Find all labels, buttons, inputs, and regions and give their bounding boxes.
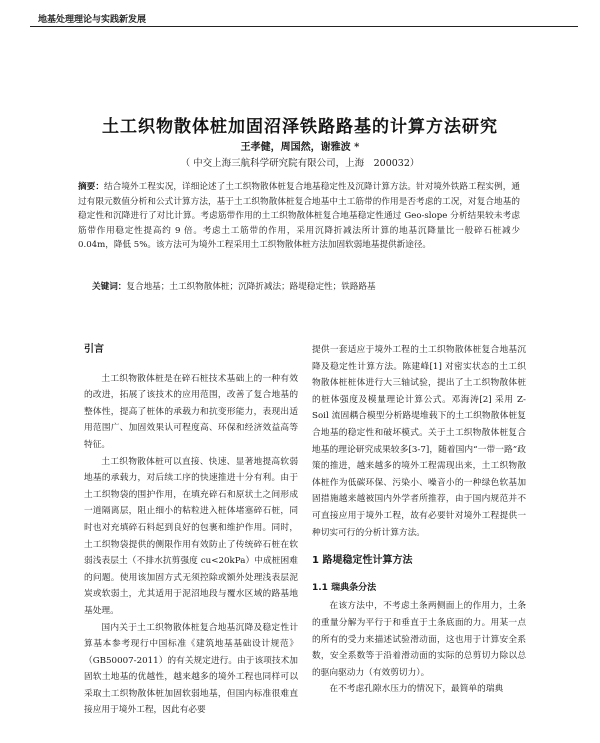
right-paragraph-3: 在不考虑孔隙水压力的情况下，最简单的瑞典	[329, 684, 504, 695]
affiliation: （ 中交上海三航科学研究院有限公司，上海 200032）	[180, 158, 420, 169]
keywords-label: 关键词：	[92, 282, 127, 292]
keywords	[92, 280, 522, 294]
keywords-text: 复合地基；土工织物散体桩；沉降折减法；路堤稳定性；铁路路基	[126, 282, 376, 292]
abstract	[78, 180, 520, 253]
paper-title: 土工织物散体桩加固沼泽铁路路基的计算方法研究	[102, 117, 498, 137]
intro-paragraph-2: 土工织物散体桩可以直接、快速、显著地提高软弱地基的承载力，对后续工序的快速推进十分有利。由于土工织物袋的围护作用，在填充碎石和原状土之间形成一道隔离层，阻止细小的粘粒进入桩体堵塞碎石桩，同时也对充填碎石料起到良好的包裹和维护作用。同时，土工织物袋提供的侧限作用有效防止了传统碎石桩在软弱浅表层土（不排水抗剪强度 cu<20kPa）中成桩困难的问题。使用该加固方式无须控除或额外处理浅表层泥炭或软弱土，尤其适用于泥沼地段与覆水区域的路基地基处理。	[84, 456, 298, 616]
abstract-text: 结合境外工程实况，详细论述了土工织物散体桩复合地基稳定性及沉降计算方法。针对境外铁路工程实例，通过有限元数值分析和公式计算方法，基于土工织物散体桩复合地基中土工筋带的作用是否考虑的工况，对复合地基的稳定性和沉降进行了对比计算。考虑筋带作用的土工织物散体桩复合地基稳定性通过 Geo-slope 分析结果较未考虑筋带作用稳定性提高约 9 倍。考虑土工筋带的作用，采用沉降折减法所计算的地基沉降量比一般碎石桩减少 0.04m，降低 5%。该方法可为境外工程采用土工织物散体桩方法加固软弱地基提供新途径。	[78, 182, 520, 250]
running-head: 地基处理理论与实践新发展	[38, 15, 147, 25]
subsection-1-1-heading: 1.1 瑞典条分法	[312, 582, 377, 593]
section-1-heading: 1 路堤稳定性计算方法	[312, 555, 413, 567]
intro-paragraph-1: 土工织物散体桩是在碎石桩技术基础上的一种有效的改进，拓展了该技术的应用范围，改善了复合地基的整体性，提高了桩体的承载力和抗变形能力，表现出适用范围广、加固效果认可程度高、环保和经济效益高等特征。	[84, 373, 298, 450]
intro-paragraph-3: 国内关于土工织物散体桩复合地基沉降及稳定性计算基本参考现行中国标准《建筑地基基础设计规范》（GB50007-2011）的有关规定进行。由于该项技术加固软土地基的优越性，越来越多的境外工程也同样可以采取土工织物散体桩加固软弱地基，但国内标准很难直接应用于境外工程，因此有必要	[84, 622, 298, 716]
left-column	[84, 342, 298, 719]
intro-heading: 引言	[84, 344, 104, 355]
abstract-label: 摘要：	[78, 182, 105, 192]
right-paragraph-1: 提供一套适应于境外工程的土工织物散体桩复合地基沉降及稳定性计算方法。陈建峰[1] 对密实状态的土工织物散体桩桩体进行大三轴试验，提出了土工织物散体桩的桩体强度及模量理论计算公式。邓海涛[2] 采用 Z-Soil 流固耦合模型分析路堤堆载下的土工织物散体桩复合地基的稳定性和破坏模式。关于土工织物散体桩复合地基的理论研究成果较多[3-7]，随着国内“一带一路”政策的推进，越来越多的境外工程需现出来，土工织物散体桩作为低碳环保、污染小、噪音小的一种绿色软基加固措施越来越被国内外学者所推荐，由于国内规范并不可直接应用于境外工程，故有必要针对境外工程提供一种切实可行的分析计算方法。	[312, 345, 526, 538]
right-paragraph-2: 在该方法中，不考虑土条两侧面上的作用力，土条的重量分解为平行于和垂直于土条底面的力。用某一点的所有的受力来描述试验滑动面，这也用于计算安全系数，安全系数等于沿着滑动面的实际的总剪切力除以总的驱向驱动力（有效剪切力）。	[312, 601, 526, 678]
author-list: 王孝健，周国然，谢雅波 *	[240, 142, 360, 153]
right-column	[312, 342, 526, 698]
header-rule	[30, 26, 578, 27]
